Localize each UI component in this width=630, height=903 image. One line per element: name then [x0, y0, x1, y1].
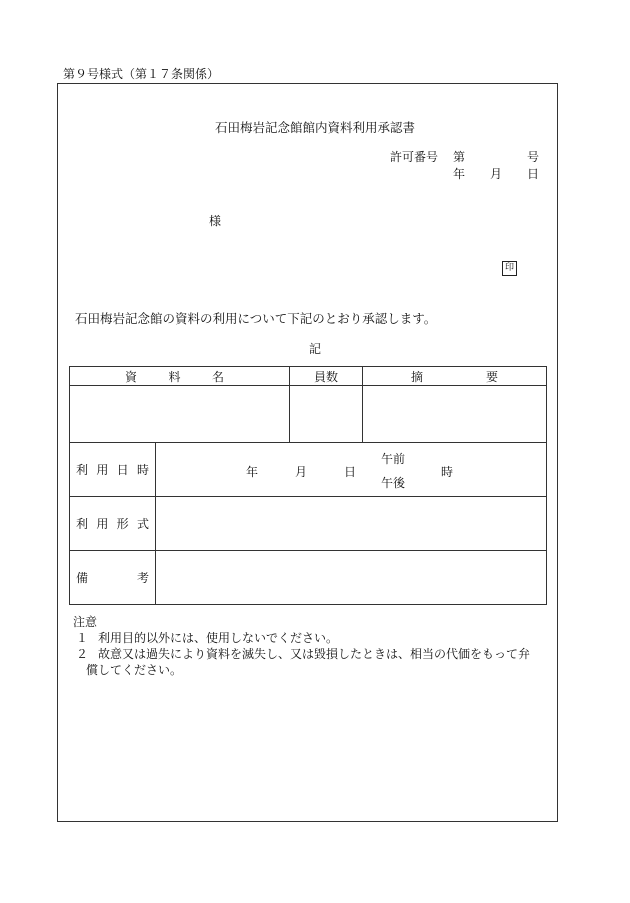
issue-date-month: 月	[490, 167, 503, 181]
issue-date-year: 年	[453, 167, 466, 181]
usage-form-label-char: 式	[136, 517, 149, 531]
permit-dai: 第	[453, 150, 466, 164]
note-item	[73, 646, 530, 662]
header-resource-name	[70, 367, 290, 386]
notes-heading: 注意	[73, 615, 98, 629]
note-text: 故意又は過失により資料を滅失し、又は毀損したときは、相当の代価をもって弁	[98, 647, 531, 661]
datetime-hour: 時	[441, 464, 454, 479]
form-number-label: 第９号様式（第１７条関係）	[63, 67, 220, 81]
document-title: 石田梅岩記念館館内資料利用承認書	[214, 120, 415, 135]
datetime-value-cell[interactable]	[156, 443, 547, 497]
addressee-suffix: 様	[209, 214, 222, 228]
remarks-row	[70, 551, 547, 605]
datetime-label-char: 用	[96, 463, 109, 477]
remarks-label-cell	[70, 551, 156, 605]
usage-form-row	[70, 497, 547, 551]
approval-statement: 石田梅岩記念館の資料の利用について下記のとおり承認します。	[75, 311, 437, 326]
usage-form-label-cell	[70, 497, 156, 551]
header-summary-char: 摘	[411, 369, 424, 384]
seal-mark: 印	[502, 261, 517, 276]
note-number: １	[76, 631, 89, 645]
issue-date-day: 日	[527, 167, 540, 181]
header-name-char: 資	[125, 369, 138, 384]
permit-number-label: 許可番号	[390, 150, 439, 164]
note-item	[73, 630, 530, 646]
datetime-row	[70, 443, 547, 497]
datetime-year: 年	[246, 464, 259, 479]
header-name-char: 料	[168, 369, 181, 384]
usage-form-value-cell[interactable]	[156, 497, 547, 551]
header-summary	[363, 367, 547, 386]
resource-count-cell[interactable]	[290, 386, 363, 443]
datetime-label-cell	[70, 443, 156, 497]
resource-entry-row	[70, 386, 547, 443]
note-number: ２	[76, 647, 89, 661]
datetime-label-char: 時	[136, 463, 149, 477]
usage-form-label-char: 利	[76, 517, 89, 531]
datetime-month: 月	[295, 464, 308, 479]
header-count: 員数	[290, 367, 363, 386]
resource-name-cell[interactable]	[70, 386, 290, 443]
table-header-row	[70, 367, 547, 386]
usage-form-label-char: 形	[116, 517, 129, 531]
remarks-label-char: 考	[136, 571, 149, 585]
datetime-am[interactable]: 午前	[381, 451, 406, 466]
header-name-char: 名	[212, 369, 225, 384]
datetime-pm[interactable]: 午後	[381, 475, 406, 490]
resource-table	[69, 366, 547, 605]
remarks-value-cell[interactable]	[156, 551, 547, 605]
permit-go: 号	[527, 150, 540, 164]
notes-section	[73, 614, 530, 678]
datetime-day: 日	[344, 464, 357, 479]
resource-summary-cell[interactable]	[363, 386, 547, 443]
remarks-label-char: 備	[76, 571, 89, 585]
ki-heading: 記	[308, 342, 321, 356]
datetime-label-char: 利	[76, 463, 89, 477]
datetime-label-char: 日	[116, 463, 129, 477]
header-summary-char: 要	[486, 369, 499, 384]
note-text: 利用目的以外には、使用しないでください。	[98, 631, 339, 645]
usage-form-label-char: 用	[96, 517, 109, 531]
note-text-continuation: 償してください。	[86, 663, 183, 677]
